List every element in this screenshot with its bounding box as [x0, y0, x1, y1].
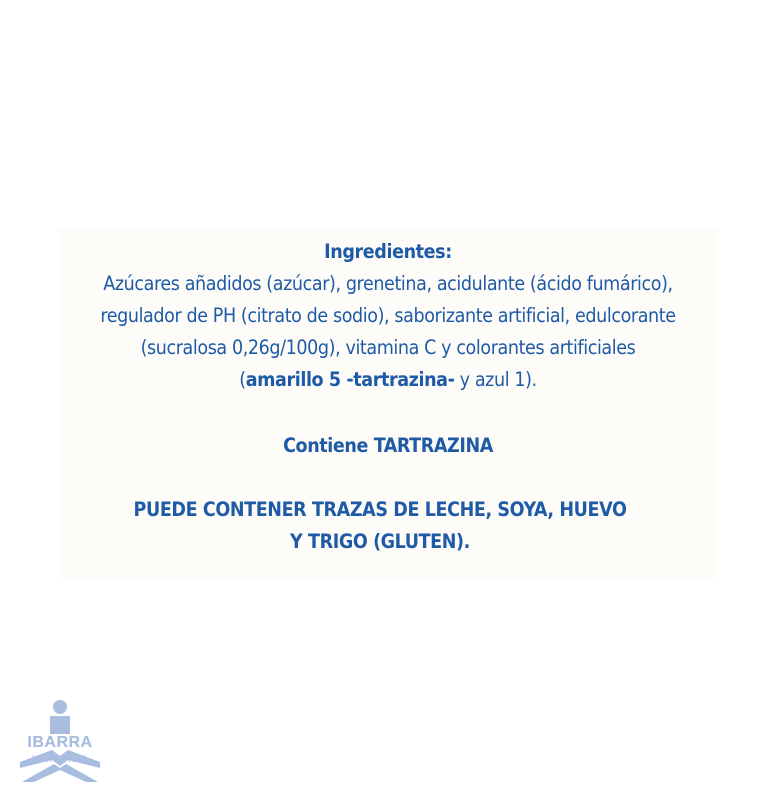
ingredients-line-2: regulador de PH (citrato de sodio), saborizante artificial, edulcorante: [100, 304, 676, 327]
logo-wordmark: [18, 734, 102, 752]
ingredients-line-3: (sucralosa 0,26g/100g), vitamina C y colorantes artificiales: [140, 336, 636, 359]
ingredients-colorant-bold: amarillo 5 -tartrazina-: [245, 368, 455, 391]
ingredients-line-4: [58, 364, 718, 396]
allergen-traces-warning: [70, 494, 690, 558]
traces-line-2: Y TRIGO (GLUTEN).: [290, 530, 470, 553]
ingredients-line-1: Azúcares añadidos (azúcar), grenetina, acidulante (ácido fumárico),: [103, 272, 673, 295]
contains-tartrazine-notice: Contiene TARTRAZINA: [283, 434, 493, 457]
ingredients-line-4-rest: y azul 1).: [454, 368, 537, 391]
ingredients-section: [58, 236, 718, 396]
ibarra-mayoreo-logo: [18, 698, 102, 782]
logo-name: IBARRA: [27, 734, 93, 751]
ingredients-heading: Ingredientes:: [324, 240, 452, 263]
ingredients-line-4-open: (: [239, 368, 246, 391]
traces-line-1: PUEDE CONTENER TRAZAS DE LECHE, SOYA, HUEVO: [133, 498, 627, 521]
logo-subtitle: MAYOREO: [31, 754, 89, 765]
